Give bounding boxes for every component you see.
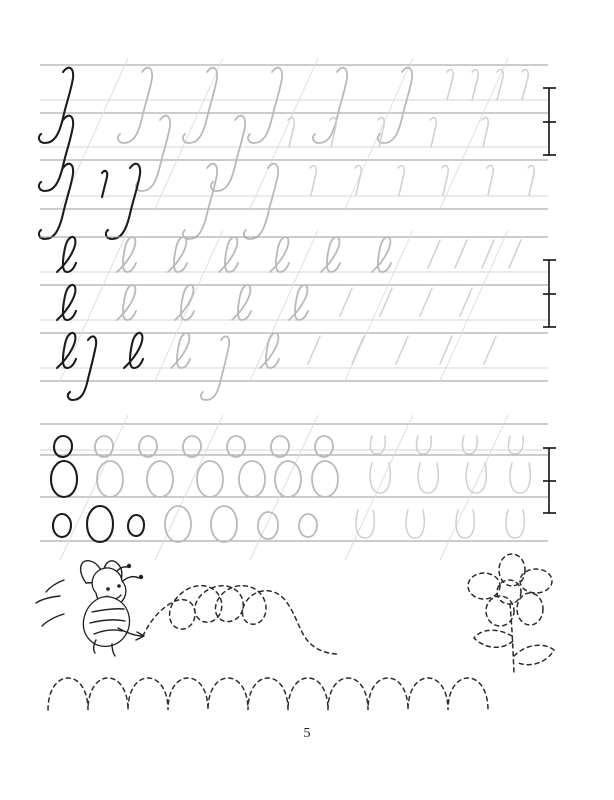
- practice-row-j: [39, 58, 556, 239]
- illustration-area: [36, 554, 554, 710]
- guide-lines-row-1: [40, 65, 548, 209]
- practice-row-o: [40, 415, 556, 560]
- cartoon-bee-icon: [36, 561, 144, 656]
- row-2-bracket: [543, 260, 556, 327]
- dotted-flower-icon: [468, 554, 554, 674]
- guide-lines-row-2: [40, 237, 548, 381]
- slant-lines-row-1: [60, 58, 508, 209]
- page-number: 5: [303, 726, 311, 741]
- dotted-wave-row: [48, 678, 488, 710]
- practice-row-l: [40, 230, 556, 400]
- row-2-line-2: [57, 285, 472, 320]
- row-3-line-2: [51, 461, 530, 497]
- row-3-line-3: [53, 506, 524, 542]
- row-1-line-1: [39, 68, 528, 143]
- dotted-loop-path: [143, 586, 339, 654]
- row-3-bracket: [543, 448, 556, 513]
- row-2-line-1: [57, 237, 521, 272]
- slant-lines-row-2: [60, 230, 508, 381]
- row-2-line-3: [57, 333, 496, 400]
- guide-lines-row-3: [40, 424, 548, 541]
- row-3-line-1: [54, 436, 523, 457]
- row-1-line-3: [39, 164, 534, 239]
- row-1-bracket: [543, 88, 556, 155]
